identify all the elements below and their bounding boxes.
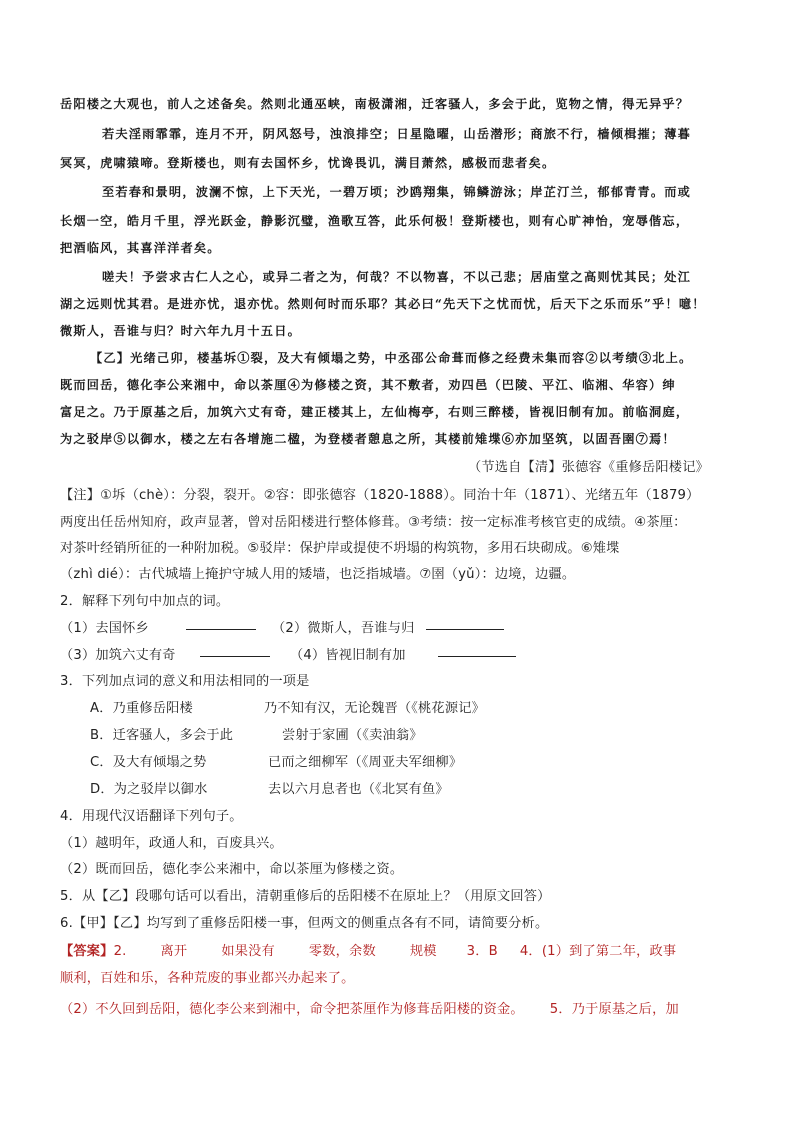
answer-blank-2[interactable] [426, 617, 504, 630]
question-2-item-3: （3）加筑六丈有奇 [60, 648, 176, 663]
question-6-stem: 6.【甲】【乙】均写到了重修岳阳楼一事，但两文的侧重点各有不同，请简要分析。 [60, 916, 549, 931]
answer-blank-4[interactable] [438, 644, 516, 657]
notes-line-2: 两度出任岳州知府，政声显著，曾对岳阳楼进行整体修葺。③考绩：按一定标准考核官吏的成绩。④茶厘： [60, 515, 687, 530]
answer-line-1 [60, 940, 676, 959]
answer-q5: 5．乃于原基之后，加 [549, 1002, 679, 1017]
option-d-compare: 去以六月息者也（《北冥有鱼》 [268, 782, 449, 797]
option-d: D．为之驳岸以御水 [90, 782, 208, 797]
passage-yi-line-4: 为之驳岸⑤以御水，楼之左右各增施二楹，为登楼者憩息之所，其楼前雉堞⑥亦加坚筑，以固吾圉⑦焉！ [60, 432, 676, 446]
passage-jia-line-1: 岳阳楼之大观也，前人之述备矣。然则北通巫峡，南极潇湘，迁客骚人，多会于此，览物之情，得无异乎？ [60, 97, 690, 111]
option-c-compare: 已而之细柳军（《周亚夫军细柳》 [268, 755, 463, 770]
passage-source: （节选自【清】张德容《重修岳阳楼记》 [468, 460, 709, 475]
option-c: C．及大有倾塌之势 [90, 755, 207, 770]
passage-yi-line-2: 既而回岳，德化李公来湘中，命以茶厘④为修楼之资，其不敷者，劝四邑（巴陵、平江、临湘、华容）绅 [60, 378, 676, 392]
passage-yi-line-3: 富足之。乃于原基之后，加筑六丈有奇，建正楼其上，左仙梅亭，右则三醉楼，皆视旧制有加。前临洞庭， [60, 405, 690, 419]
answer-q2-4: 规模 [409, 944, 437, 959]
question-2-item-1: （1）去国怀乡 [60, 621, 149, 636]
option-b-compare: 尝射于家圃（《卖油翁》 [282, 728, 423, 743]
question-2-stem: 2．解释下列句中加点的词。 [60, 594, 230, 609]
passage-jia-line-2: 若夫淫雨霏霏，连月不开，阴风怒号，浊浪排空；日星隐曜，山岳潜形；商旅不行，樯倾楫摧；薄暮 [102, 127, 692, 141]
option-a-compare: 乃不知有汉，无论魏晋（《桃花源记》 [264, 701, 485, 716]
answer-q2-number: 2. [113, 944, 127, 959]
notes-line-3: 对茶叶经销所征的一种附加税。⑤驳岸：保护岸或提使不坍塌的构筑物，多用石块砌成。⑥雉堞 [60, 541, 620, 556]
answer-blank-3[interactable] [200, 644, 270, 657]
answer-blank-1[interactable] [186, 617, 256, 630]
answer-q2-3: 零数，余数 [308, 944, 376, 959]
answer-q4-part1: 4．(1）到了第二年，政事 [519, 944, 677, 959]
option-a: A．乃重修岳阳楼 [90, 701, 193, 716]
passage-jia-line-7: 嗟夫！予尝求古仁人之心，或异二者之为，何哉？不以物喜，不以己悲；居庙堂之高则忧其民；处江 [102, 270, 692, 284]
option-b: B．迁客骚人，多会于此 [90, 728, 234, 743]
question-4-item-1: （1）越明年，政通人和，百废具兴。 [60, 836, 283, 851]
question-2-item-4: （4）皆视旧制有加 [290, 648, 406, 663]
answer-q4-part2: （2）不久回到岳阳，德化李公来到湘中，命令把茶厘作为修葺岳阳楼的资金。 [60, 1002, 524, 1017]
passage-jia-line-5: 长烟一空，皓月千里，浮光跃金，静影沉璧，渔歌互答，此乐何极！登斯楼也，则有心旷神怡，宠辱偕忘， [60, 214, 690, 228]
notes-line-1: 【注】①坼（chè）：分裂，裂开。②容：即张德容（1820-1888）。同治十年（1871）、光绪五年（1879） [60, 488, 700, 503]
passage-jia-line-3: 冥冥，虎啸猿啼。登斯楼也，则有去国怀乡，忧谗畏讥，满目萧然，感极而悲者矣。 [60, 156, 556, 170]
passage-jia-line-6: 把酒临风，其喜洋洋者矣。 [60, 241, 221, 255]
answer-q3: 3．B [466, 944, 498, 959]
question-4-stem: 4．用现代汉语翻译下列句子。 [60, 809, 243, 824]
answer-q2-1: 离开 [160, 944, 188, 959]
answer-line-2: 顺利，百姓和乐，各种荒废的事业都兴办起来了。 [60, 971, 355, 986]
passage-jia-line-8: 湖之远则忧其君。是进亦忧，退亦忧。然则何时而乐耶？其必曰“先天下之忧而忧，后天下之乐而乐”乎！噫！ [60, 297, 706, 311]
notes-line-4: （zhì dié）：古代城墙上掩护守城人用的矮墙，也泛指城墙。⑦圉（yǔ）：边境，边疆。 [60, 567, 576, 582]
passage-jia-line-4: 至若春和景明，波澜不惊，上下天光，一碧万顷；沙鸥翔集，锦鳞游泳；岸芷汀兰，郁郁青青。而或 [102, 185, 692, 199]
answer-q2-2: 如果没有 [221, 944, 275, 959]
question-5-stem: 5．从【乙】段哪句话可以看出，清朝重修后的岳阳楼不在原址上？（用原文回答） [60, 889, 551, 904]
passage-jia-line-9: 微斯人，吾谁与归？时六年九月十五日。 [60, 324, 301, 338]
answer-tag: 【答案】 [60, 944, 114, 959]
question-3-stem: 3．下列加点词的意义和用法相同的一项是 [60, 674, 310, 689]
passage-yi-line-1: 【乙】光绪己卯，楼基坼①裂，及大有倾塌之势，中丞邵公命葺而修之经费未集而容②以考绩③北上。 [90, 351, 693, 365]
question-4-item-2: （2）既而回岳，德化李公来湘中，命以茶厘为修楼之资。 [60, 862, 404, 877]
question-2-item-2: （2）微斯人，吾谁与归 [272, 621, 415, 636]
answer-line-3 [60, 998, 679, 1017]
